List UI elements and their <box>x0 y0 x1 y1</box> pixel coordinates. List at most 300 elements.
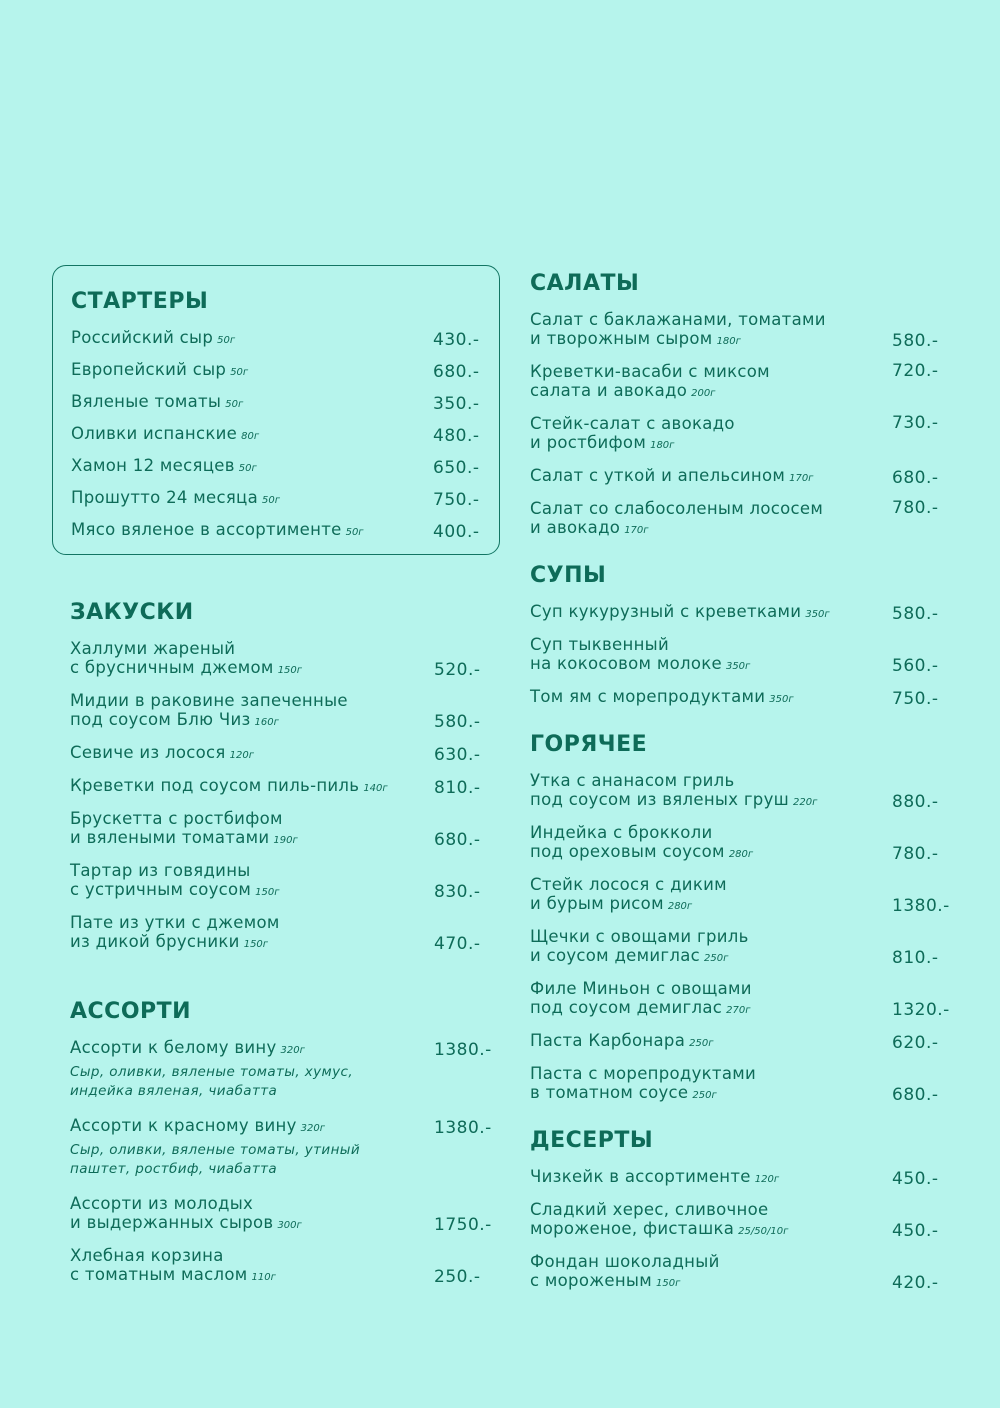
item-name-line <box>70 1265 434 1287</box>
item-weight: 150г <box>656 1278 681 1289</box>
item-name-line <box>530 433 892 455</box>
item-name-text: Салат с баклажанами, томатами <box>530 310 826 329</box>
item-name-line <box>70 1038 434 1060</box>
item-name-text: Суп кукурузный с креветками <box>530 602 802 621</box>
item-price: 680.- <box>892 468 939 488</box>
item-price: 1320.- <box>892 1000 950 1020</box>
item-name-line <box>70 1194 434 1213</box>
item-name-text: в томатном соусе <box>530 1083 689 1102</box>
item-name-line <box>71 488 433 510</box>
item-weight: 320г <box>280 1045 305 1056</box>
item-name-text: Суп тыквенный <box>530 635 670 654</box>
item-name-line <box>70 828 434 850</box>
item-name-text: Утка с ананасом гриль <box>530 771 735 790</box>
item-name <box>71 520 433 542</box>
item-price: 730.- <box>892 413 939 433</box>
menu-item-row <box>530 823 960 864</box>
item-name-text: Паста Карбонара <box>530 1031 686 1050</box>
item-name <box>70 691 434 732</box>
menu-item <box>530 687 960 709</box>
menu-item <box>70 691 500 732</box>
section-title: СТАРТЕРЫ <box>71 289 209 314</box>
menu-item-row <box>530 927 960 968</box>
menu-item <box>70 1194 500 1235</box>
menu-item <box>530 771 960 812</box>
item-description-line: Сыр, оливки, вяленые томаты, утиный <box>70 1142 361 1158</box>
item-name-text: с томатным маслом <box>70 1265 248 1284</box>
item-name-line <box>530 946 892 968</box>
item-weight: 150г <box>277 665 303 676</box>
menu-item-row <box>70 1246 500 1287</box>
item-price: 560.- <box>892 656 939 676</box>
item-name-text: Ассорти к белому вину <box>70 1038 277 1057</box>
item-name-line <box>530 499 892 518</box>
item-description-line: индейка вяленая, чиабатта <box>70 1083 278 1099</box>
item-price: 470.- <box>434 934 481 954</box>
item-name-text: Хамон 12 месяцев <box>71 456 235 475</box>
item-weight: 25/50/10г <box>738 1226 789 1237</box>
item-name-text: Тартар из говядины <box>70 861 251 880</box>
item-name <box>530 414 892 455</box>
menu-item-row <box>70 691 500 732</box>
menu-item-row <box>70 743 500 765</box>
item-name <box>530 1064 892 1105</box>
item-price: 680.- <box>433 362 480 382</box>
item-name <box>530 362 892 403</box>
menu-item-row <box>71 456 499 478</box>
item-name-line <box>530 823 892 842</box>
item-price: 420.- <box>892 1273 939 1293</box>
item-name <box>70 1038 434 1060</box>
section-starters <box>52 265 500 555</box>
item-name-line <box>71 424 433 446</box>
menu-item <box>70 639 500 680</box>
item-price: 1380.- <box>892 896 950 916</box>
item-name-text: Чизкейк в ассортименте <box>530 1167 751 1186</box>
item-name <box>530 310 892 351</box>
item-weight: 140г <box>363 783 388 794</box>
menu-item <box>530 1200 960 1241</box>
item-name <box>70 776 434 798</box>
item-name <box>530 823 892 864</box>
item-name <box>530 979 892 1020</box>
item-name <box>530 466 892 488</box>
item-name-line <box>71 360 433 382</box>
item-name-line <box>530 927 892 946</box>
item-name-text: Российский сыр <box>71 328 214 347</box>
item-name-line <box>71 392 433 414</box>
item-name <box>70 1194 434 1235</box>
menu-item <box>530 310 960 351</box>
item-name-line <box>530 381 892 403</box>
item-price: 630.- <box>434 745 481 765</box>
item-name-text: под ореховым соусом <box>530 842 725 861</box>
section-title: АССОРТИ <box>70 999 192 1024</box>
item-name-text: Прошутто 24 месяца <box>71 488 258 507</box>
item-name-line <box>70 743 434 765</box>
item-price: 450.- <box>892 1221 939 1241</box>
item-name <box>530 1252 892 1293</box>
item-name-line <box>530 790 892 812</box>
item-weight: 50г <box>345 527 364 538</box>
menu-item <box>70 776 500 798</box>
item-price: 880.- <box>892 792 939 812</box>
item-name-text: и авокадо <box>530 518 621 537</box>
item-price: 480.- <box>433 426 480 446</box>
item-name <box>70 1116 434 1138</box>
menu-item-row <box>70 776 500 798</box>
menu-item <box>71 424 499 446</box>
menu-item-row <box>530 414 960 455</box>
item-name-text: Брускетта с ростбифом <box>70 809 283 828</box>
item-name <box>530 1167 892 1189</box>
item-name <box>530 602 892 624</box>
item-name-line <box>70 691 434 710</box>
item-price: 680.- <box>892 1085 939 1105</box>
item-name-line <box>530 1200 892 1219</box>
menu-item <box>71 520 499 542</box>
menu-item-row <box>70 809 500 850</box>
menu-item-row <box>71 424 499 446</box>
item-name-line <box>530 466 892 488</box>
section-hot <box>530 731 960 1105</box>
item-price: 1380.- <box>434 1118 492 1138</box>
item-name-text: и соусом демиглас <box>530 946 700 965</box>
item-weight: 180г <box>650 440 675 451</box>
item-name-line <box>530 842 892 864</box>
menu-item-row <box>530 602 960 624</box>
item-name-line <box>530 1083 892 1105</box>
item-name-line <box>530 1167 892 1189</box>
item-price: 680.- <box>434 830 481 850</box>
menu-item <box>530 602 960 624</box>
menu-item-row <box>530 875 960 916</box>
menu-item <box>70 861 500 902</box>
menu-item-row <box>70 1038 500 1060</box>
menu-item <box>70 913 500 954</box>
item-price: 580.- <box>892 331 939 351</box>
item-description <box>70 1141 500 1179</box>
item-price: 580.- <box>434 712 481 732</box>
menu-item-row <box>71 328 499 350</box>
item-name-line <box>71 328 433 350</box>
item-weight: 50г <box>217 335 236 346</box>
item-name <box>70 743 434 765</box>
item-name-text: Креветки-васаби с миксом <box>530 362 770 381</box>
item-name-line <box>530 1252 892 1271</box>
item-weight: 350г <box>805 609 830 620</box>
menu-item <box>530 635 960 676</box>
item-name <box>530 771 892 812</box>
item-name <box>70 639 434 680</box>
item-weight: 150г <box>255 887 280 898</box>
item-name-text: Сладкий херес, сливочное <box>530 1200 769 1219</box>
item-name-text: на кокосовом молоке <box>530 654 722 673</box>
item-name-line <box>530 414 892 433</box>
item-name-text: Пате из утки с джемом <box>70 913 280 932</box>
item-name <box>70 861 434 902</box>
item-weight: 50г <box>230 367 249 378</box>
item-name-line <box>70 913 434 932</box>
item-name-text: Хлебная корзина <box>70 1246 224 1265</box>
item-weight: 280г <box>667 901 693 912</box>
item-name-text: под соусом демиглас <box>530 998 723 1017</box>
menu-item <box>71 488 499 510</box>
item-name-line <box>71 520 433 542</box>
item-weight: 250г <box>704 953 729 964</box>
section-title: ЗАКУСКИ <box>70 600 194 625</box>
item-weight: 250г <box>689 1038 714 1049</box>
item-weight: 250г <box>692 1090 717 1101</box>
item-name-line <box>70 776 434 798</box>
item-weight: 180г <box>716 336 741 347</box>
item-weight: 50г <box>261 495 280 506</box>
item-name <box>71 392 433 414</box>
menu-item <box>530 1031 960 1053</box>
item-weight: 320г <box>300 1123 325 1134</box>
item-name <box>70 1246 434 1287</box>
item-name-line <box>70 1246 434 1265</box>
menu-item <box>530 499 960 540</box>
item-name <box>71 424 433 446</box>
menu-item-row <box>70 1194 500 1235</box>
item-name-text: Салат со слабосоленым лососем <box>530 499 824 518</box>
item-name-text: Европейский сыр <box>71 360 227 379</box>
menu-item-row <box>530 362 960 403</box>
item-name <box>71 456 433 478</box>
menu-item <box>530 979 960 1020</box>
item-weight: 270г <box>726 1005 751 1016</box>
item-weight: 50г <box>225 399 244 410</box>
item-name <box>530 635 892 676</box>
item-price: 810.- <box>434 778 481 798</box>
item-name <box>530 927 892 968</box>
item-weight: 120г <box>229 750 254 761</box>
item-name-line <box>70 658 434 680</box>
menu-item-row <box>530 310 960 351</box>
item-weight: 120г <box>754 1174 780 1185</box>
item-price: 580.- <box>892 604 939 624</box>
item-name <box>71 360 433 382</box>
item-name-line <box>70 861 434 880</box>
section-title: ДЕСЕРТЫ <box>530 1128 654 1153</box>
menu-item <box>530 1167 960 1189</box>
menu-item-row <box>530 466 960 488</box>
item-name-text: мороженое, фисташка <box>530 1219 735 1238</box>
menu-item <box>71 456 499 478</box>
menu-item <box>71 360 499 382</box>
item-weight: 200г <box>691 388 716 399</box>
menu-item-row <box>71 488 499 510</box>
menu-item <box>530 875 960 916</box>
item-price: 650.- <box>433 458 480 478</box>
menu-item-row <box>530 1252 960 1293</box>
item-price: 720.- <box>892 361 939 381</box>
menu-item-row <box>530 635 960 676</box>
item-name-line <box>530 654 892 676</box>
menu-item-row <box>530 687 960 709</box>
item-name <box>530 687 892 709</box>
item-name-line <box>70 932 434 954</box>
section-appetizers <box>52 599 500 954</box>
menu-item <box>530 414 960 455</box>
item-weight: 350г <box>769 694 794 705</box>
item-description-line: Сыр, оливки, вяленые томаты, хумус, <box>70 1064 354 1080</box>
item-price: 1380.- <box>434 1040 492 1060</box>
item-price: 750.- <box>433 490 480 510</box>
item-weight: 220г <box>793 797 818 808</box>
item-name-text: Филе Миньон с овощами <box>530 979 752 998</box>
menu-item <box>530 927 960 968</box>
item-weight: 110г <box>251 1272 276 1283</box>
item-name-text: Салат с уткой и апельсином <box>530 466 786 485</box>
item-name-text: под соусом Блю Чиз <box>70 710 251 729</box>
item-name-line <box>530 518 892 540</box>
item-weight: 170г <box>624 525 649 536</box>
item-weight: 190г <box>273 835 298 846</box>
item-name-text: Щечки с овощами гриль <box>530 927 749 946</box>
item-name <box>530 1031 892 1053</box>
item-name <box>530 1200 892 1241</box>
item-price: 810.- <box>892 948 939 968</box>
menu-item <box>70 1246 500 1287</box>
menu-item-row <box>530 1167 960 1189</box>
item-weight: 150г <box>243 939 269 950</box>
item-name-line <box>530 1031 892 1053</box>
item-name-text: Ассорти к красному вину <box>70 1116 297 1135</box>
item-name-text: и ростбифом <box>530 433 647 452</box>
item-description <box>70 1063 500 1101</box>
section-soups <box>530 562 960 709</box>
item-name-line <box>530 1064 892 1083</box>
item-name-line <box>530 329 892 351</box>
menu-item-row <box>70 913 500 954</box>
item-name-text: Индейка с брокколи <box>530 823 713 842</box>
item-name-text: из дикой брусники <box>70 932 240 951</box>
item-name-text: Севиче из лосося <box>70 743 226 762</box>
item-name-line <box>530 875 892 894</box>
item-name-text: с брусничным джемом <box>70 658 274 677</box>
right-column <box>530 270 960 1304</box>
item-name-text: с устричным соусом <box>70 880 252 899</box>
menu-item-row <box>530 1064 960 1105</box>
item-name-text: и бурым рисом <box>530 894 664 913</box>
menu-item-row <box>70 639 500 680</box>
item-weight: 160г <box>254 717 279 728</box>
item-name-line <box>70 1116 434 1138</box>
item-name-text: салата и авокадо <box>530 381 688 400</box>
section-salads <box>530 270 960 540</box>
item-name-line <box>530 310 892 329</box>
item-name-text: Мидии в раковине запеченные <box>70 691 348 710</box>
item-name-text: Вяленые томаты <box>71 392 222 411</box>
item-name-text: под соусом из вяленых груш <box>530 790 790 809</box>
item-name-line <box>70 1213 434 1235</box>
menu-item <box>530 1252 960 1293</box>
item-name-line <box>70 880 434 902</box>
item-name-line <box>71 456 433 478</box>
item-name-line <box>530 979 892 998</box>
item-name-line <box>530 771 892 790</box>
item-name-line <box>70 639 434 658</box>
menu-item <box>71 392 499 414</box>
item-price: 780.- <box>892 498 939 518</box>
item-name-text: и выдержанных сыров <box>70 1213 274 1232</box>
item-price: 780.- <box>892 844 939 864</box>
item-name-line <box>530 362 892 381</box>
item-name <box>71 328 433 350</box>
item-price: 350.- <box>433 394 480 414</box>
section-title: ГОРЯЧЕЕ <box>530 732 648 757</box>
item-price: 520.- <box>434 660 481 680</box>
item-weight: 280г <box>728 849 754 860</box>
item-name <box>530 499 892 540</box>
item-name-text: и вялеными томатами <box>70 828 270 847</box>
item-price: 1750.- <box>434 1215 492 1235</box>
item-name-text: Ассорти из молодых <box>70 1194 254 1213</box>
item-weight: 350г <box>725 661 751 672</box>
item-name-line <box>530 635 892 654</box>
item-weight: 50г <box>238 463 257 474</box>
menu-item-row <box>71 360 499 382</box>
menu-item-row <box>530 771 960 812</box>
item-name-text: Паста с морепродуктами <box>530 1064 757 1083</box>
menu-item <box>530 1064 960 1105</box>
menu-item-row <box>70 861 500 902</box>
item-name-line <box>70 710 434 732</box>
item-price: 830.- <box>434 882 481 902</box>
menu-item-row <box>70 1116 500 1138</box>
menu-item-row <box>71 392 499 414</box>
item-price: 430.- <box>433 330 480 350</box>
menu-item <box>530 823 960 864</box>
item-price: 620.- <box>892 1033 939 1053</box>
menu-item-row <box>530 979 960 1020</box>
item-weight: 80г <box>241 431 260 442</box>
menu-item-row <box>530 1031 960 1053</box>
item-name-line <box>530 998 892 1020</box>
item-name-text: Оливки испанские <box>71 424 238 443</box>
item-name <box>70 913 434 954</box>
item-name <box>530 875 892 916</box>
item-name <box>70 809 434 850</box>
menu-item <box>70 743 500 765</box>
item-weight: 300г <box>277 1220 302 1231</box>
item-name-line <box>70 809 434 828</box>
item-name-text: с мороженым <box>530 1271 653 1290</box>
item-name-text: Стейк лосося с диким <box>530 875 727 894</box>
section-title: САЛАТЫ <box>530 271 640 296</box>
section-desserts <box>530 1127 960 1293</box>
item-price: 450.- <box>892 1169 939 1189</box>
item-name-text: Стейк-салат с авокадо <box>530 414 735 433</box>
item-name-text: Креветки под соусом пиль-пиль <box>70 776 360 795</box>
item-price: 750.- <box>892 689 939 709</box>
menu-item <box>70 1116 500 1179</box>
section-title: СУПЫ <box>530 563 607 588</box>
item-name-text: Мясо вяленое в ассортименте <box>71 520 342 539</box>
menu-item-row <box>530 499 960 540</box>
item-name <box>71 488 433 510</box>
item-name-line <box>530 894 892 916</box>
menu-item <box>71 328 499 350</box>
item-name-text: и творожным сыром <box>530 329 713 348</box>
item-description-line: паштет, ростбиф, чиабатта <box>70 1161 278 1177</box>
item-name-text: Халлуми жареный <box>70 639 236 658</box>
menu-item <box>70 809 500 850</box>
menu-item <box>70 1038 500 1101</box>
menu-item-row <box>530 1200 960 1241</box>
